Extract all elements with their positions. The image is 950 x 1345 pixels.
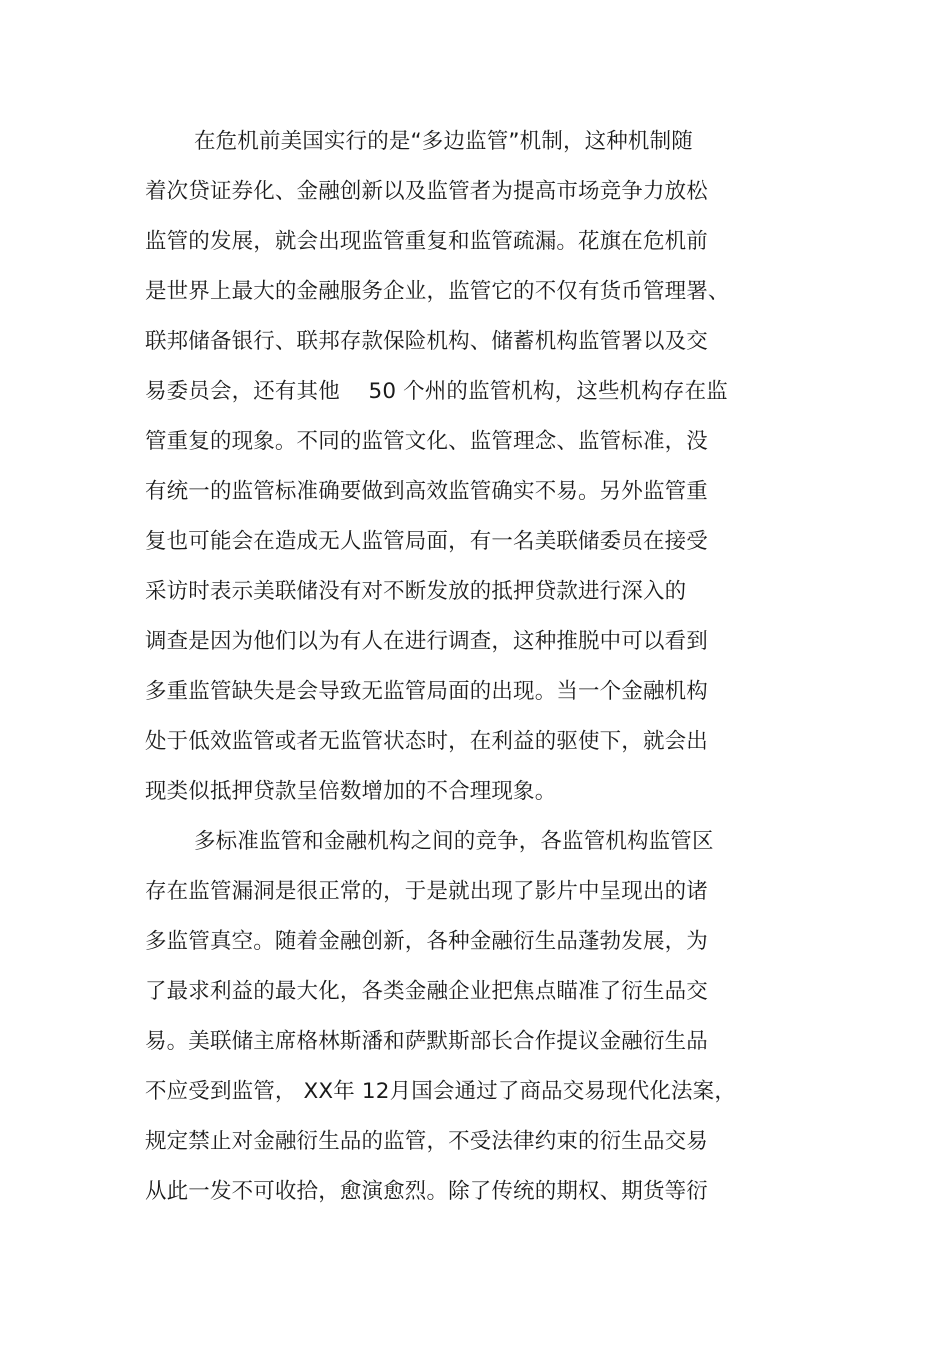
paragraph-2-line-6: 不应受到监管， XX年 12月国会通过了商品交易现代化法案， [145,1079,736,1104]
paragraph-1-line-9: 复也可能会在造成无人监管局面，有一名美联储委员在接受 [145,529,708,554]
paragraph-1-line-5: 联邦储备银行、联邦存款保险机构、储蓄机构监管署以及交 [145,329,708,354]
paragraph-1-line-11: 调查是因为他们以为有人在进行调查，这种推脱中可以看到 [145,629,708,654]
paragraph-2-line-2: 存在监管漏洞是很正常的，于是就出现了影片中呈现出的诸 [145,879,708,904]
paragraph-1-line-6: 易委员会，还有其他 50 个州的监管机构，这些机构存在监 [145,379,728,404]
paragraph-1-line-13: 处于低效监管或者无监管状态时，在利益的驱使下，就会出 [145,729,708,754]
paragraph-1-line-14: 现类似抵押贷款呈倍数增加的不合理现象。 [145,779,557,804]
paragraph-1-line-4: 是世界上最大的金融服务企业，监管它的不仅有货币管理署、 [145,279,730,304]
paragraph-2-line-1: 多标准监管和金融机构之间的竞争，各监管机构监管区 [194,829,714,854]
paragraph-1-line-7: 管重复的现象。不同的监管文化、监管理念、监管标准，没 [145,429,708,454]
paragraph-2-line-5: 易。美联储主席格林斯潘和萨默斯部长合作提议金融衍生品 [145,1029,708,1054]
paragraph-1-line-1: 在危机前美国实行的是“多边监管”机制，这种机制随 [194,129,693,154]
paragraph-1-line-2: 着次贷证券化、金融创新以及监管者为提高市场竞争力放松 [145,179,708,204]
paragraph-2-line-4: 了最求利益的最大化，各类金融企业把焦点瞄准了衍生品交 [145,979,708,1004]
paragraph-1-line-8: 有统一的监管标准确要做到高效监管确实不易。另外监管重 [145,479,708,504]
paragraph-2-line-3: 多监管真空。随着金融创新，各种金融衍生品蓬勃发展，为 [145,929,708,954]
paragraph-1-line-3: 监管的发展，就会出现监管重复和监管疏漏。花旗在危机前 [145,229,708,254]
paragraph-2-line-8: 从此一发不可收拾，愈演愈烈。除了传统的期权、期货等衍 [145,1179,708,1204]
paragraph-2-line-7: 规定禁止对金融衍生品的监管，不受法律约束的衍生品交易 [145,1129,708,1154]
paragraph-1-line-10: 采访时表示美联储没有对不断发放的抵押贷款进行深入的 [145,579,687,604]
paragraph-1-line-12: 多重监管缺失是会导致无监管局面的出现。当一个金融机构 [145,679,708,704]
